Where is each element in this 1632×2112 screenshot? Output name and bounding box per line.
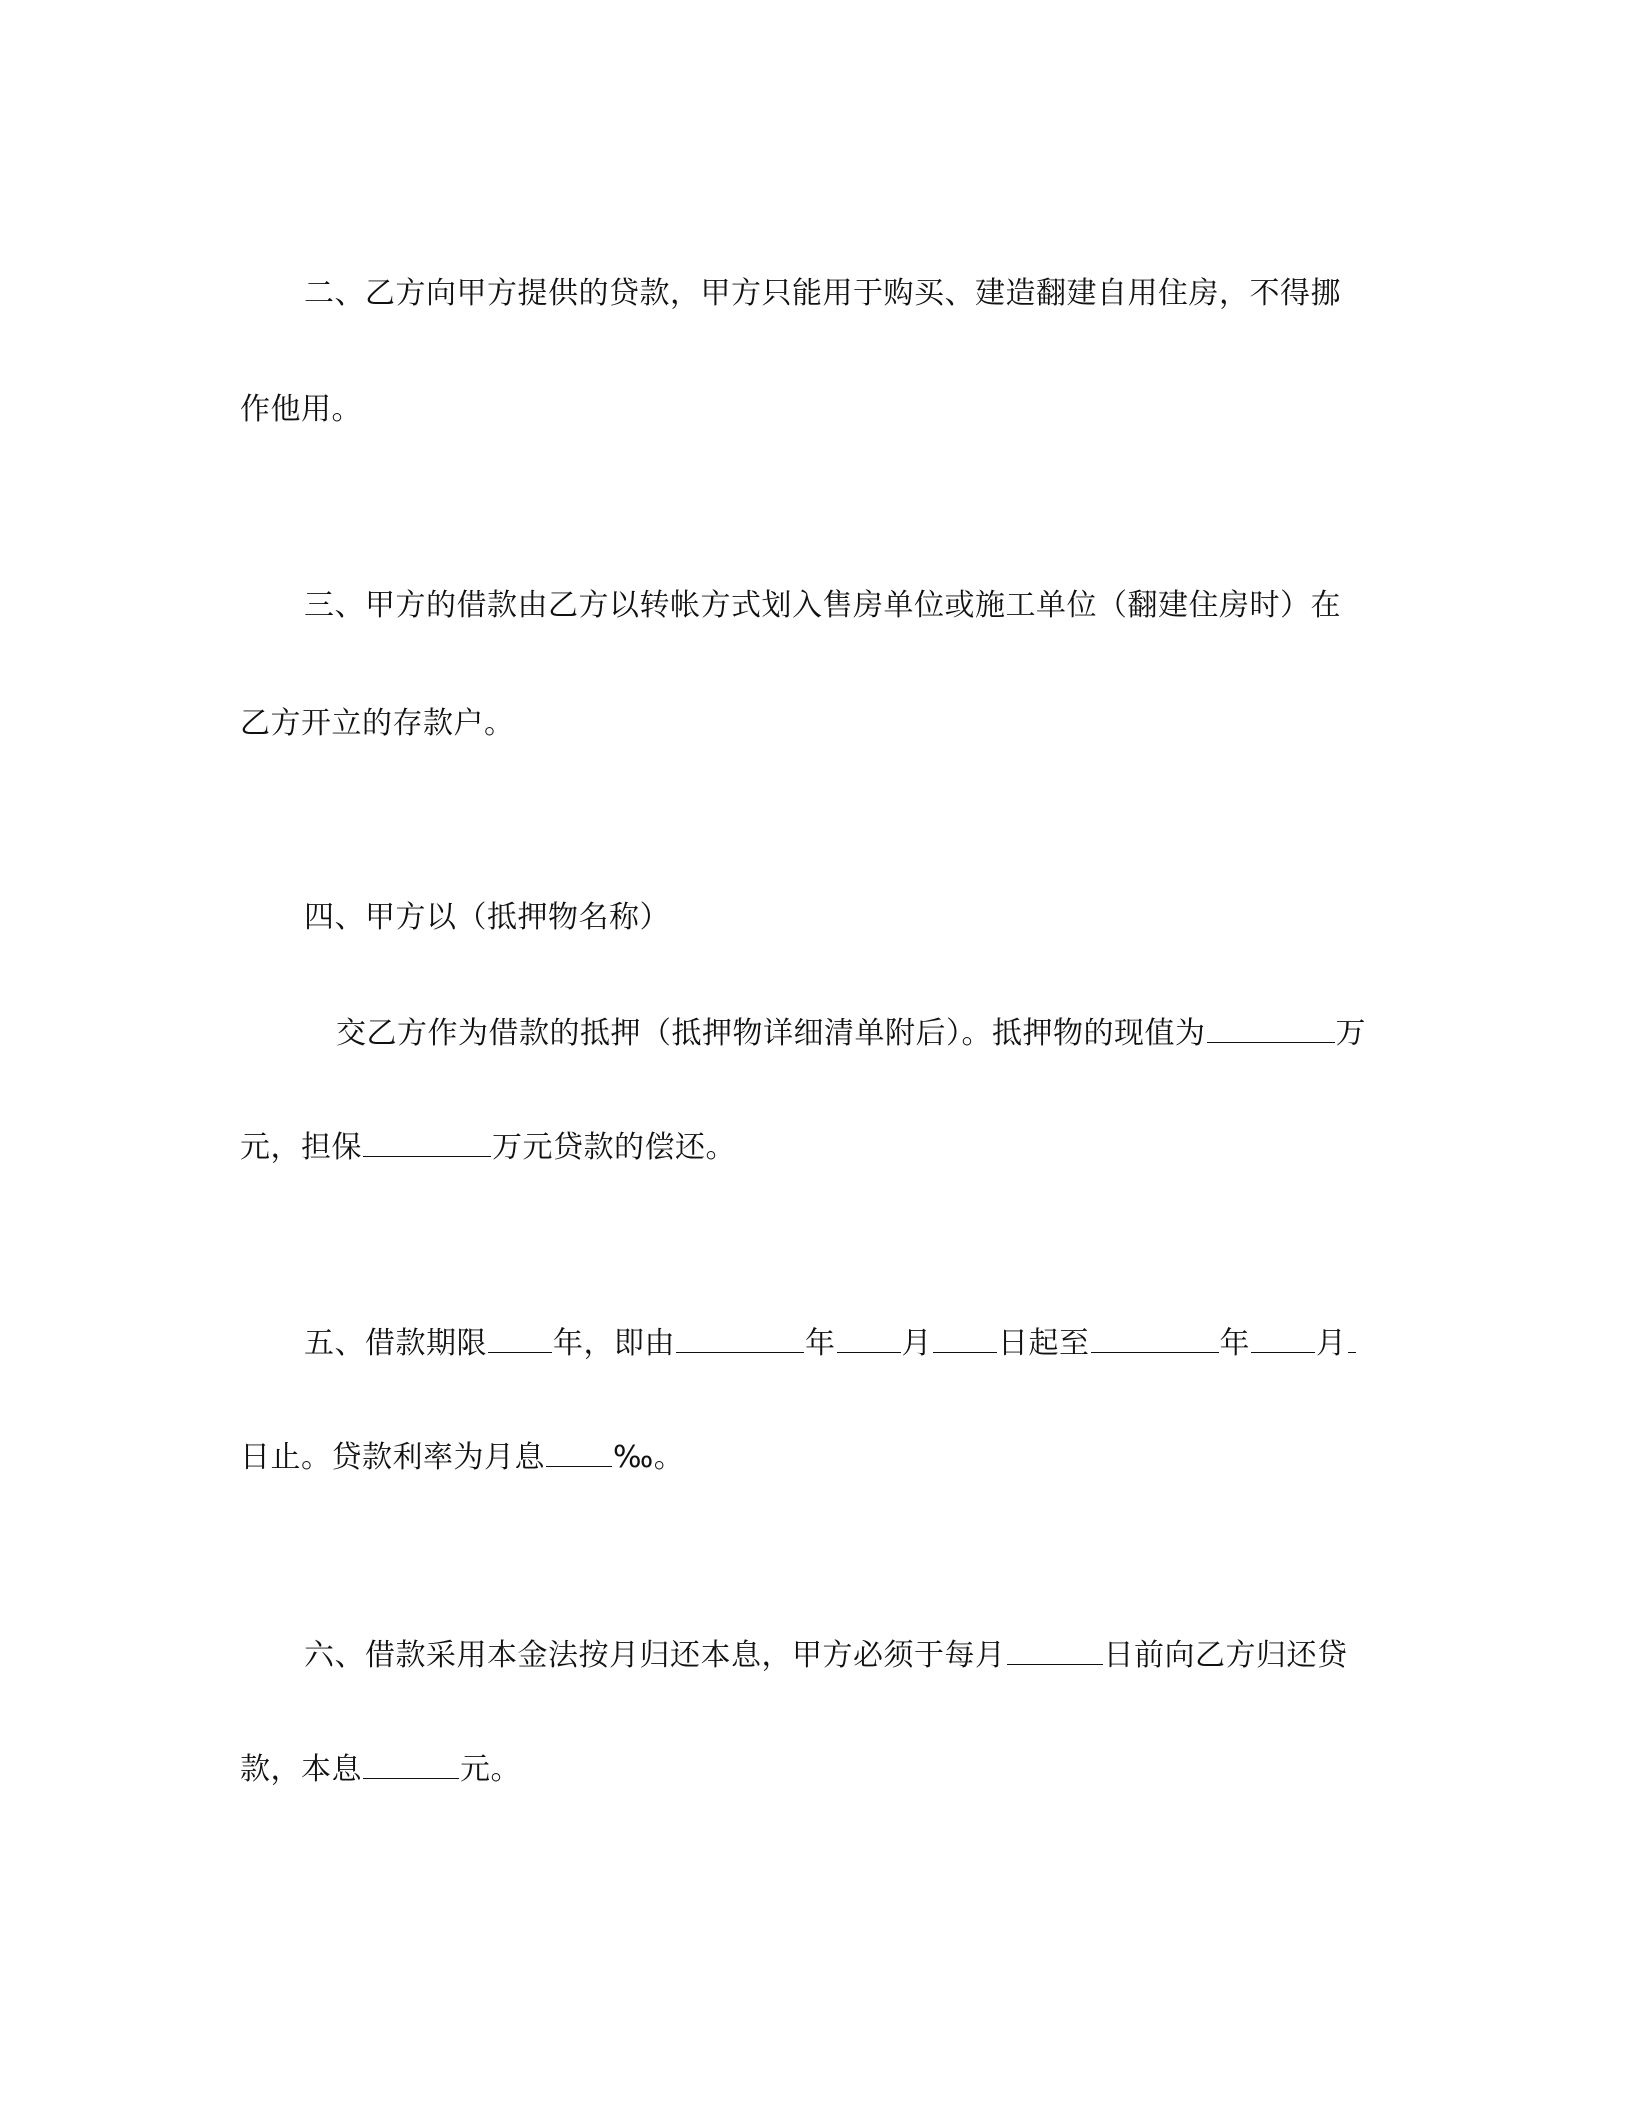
- clause-5-text-2b: ‰。: [613, 1440, 685, 1475]
- clause-5-text-1f: 年: [1219, 1326, 1250, 1361]
- start-day-blank[interactable]: [933, 1322, 997, 1353]
- start-month-blank[interactable]: [837, 1322, 901, 1353]
- clause-5-line-2: [240, 1434, 1400, 1482]
- clause-6-line-2: [240, 1746, 1400, 1794]
- clause-4-text-3a: 元，担保: [240, 1130, 362, 1165]
- end-day-blank[interactable]: [1348, 1322, 1356, 1353]
- clause-5-text-1e: 日起至: [998, 1326, 1090, 1361]
- clause-5-text-1a: 五、借款期限: [304, 1326, 487, 1361]
- interest-rate-blank[interactable]: [546, 1436, 612, 1467]
- clause-2-text-1: 二、乙方向甲方提供的贷款，甲方只能用于购买、建造翻建自用住房，不得挪: [304, 276, 1341, 311]
- clause-5-line-1: [304, 1320, 1464, 1368]
- repayment-day-blank[interactable]: [1007, 1634, 1103, 1665]
- clause-5-text-1c: 年: [805, 1326, 836, 1361]
- clause-2-text-2: 作他用。: [240, 392, 362, 427]
- clause-6-text-1b: 日前向乙方归还贷: [1103, 1638, 1348, 1673]
- clause-3-line-2: [240, 700, 1400, 748]
- start-year-blank[interactable]: [676, 1322, 804, 1353]
- clause-5-text-1g: 月: [1316, 1326, 1347, 1361]
- clause-5-text-1d: 月: [901, 1326, 932, 1361]
- clause-4-line-3: [240, 1124, 1400, 1172]
- clause-6-line-1: [304, 1632, 1464, 1680]
- clause-4-text-2a: 交乙方作为借款的抵押（抵押物详细清单附后）。抵押物的现值为: [336, 1016, 1206, 1051]
- clause-4-text-3b: 万元贷款的偿还。: [492, 1130, 736, 1165]
- current-value-blank[interactable]: [1207, 1012, 1335, 1043]
- clause-4-line-2: [336, 1010, 1496, 1058]
- end-year-blank[interactable]: [1091, 1322, 1219, 1353]
- clause-4-line-1: [304, 894, 1464, 942]
- clause-2-line-1: [304, 270, 1464, 318]
- clause-4-text-1: 四、甲方以（抵押物名称）: [304, 900, 670, 935]
- clause-6-text-2a: 款，本息: [240, 1752, 362, 1787]
- clause-2-line-2: [240, 386, 1400, 434]
- principal-interest-blank[interactable]: [363, 1748, 459, 1779]
- guarantee-amount-blank[interactable]: [363, 1126, 491, 1157]
- loan-term-years-blank[interactable]: [488, 1322, 552, 1353]
- clause-5-text-2a: 日止。贷款利率为月息: [240, 1440, 545, 1475]
- clause-3-line-1: [304, 582, 1464, 630]
- clause-3-text-1: 三、甲方的借款由乙方以转帐方式划入售房单位或施工单位（翻建住房时）在: [304, 588, 1341, 623]
- clause-3-text-2: 乙方开立的存款户。: [240, 706, 515, 741]
- clause-6-text-1a: 六、借款采用本金法按月归还本息，甲方必须于每月: [304, 1638, 1006, 1673]
- clause-6-text-2b: 元。: [460, 1752, 521, 1787]
- clause-5-text-1b: 年，即由: [553, 1326, 675, 1361]
- end-month-blank[interactable]: [1251, 1322, 1315, 1353]
- clause-4-text-2b: 万: [1335, 1016, 1366, 1051]
